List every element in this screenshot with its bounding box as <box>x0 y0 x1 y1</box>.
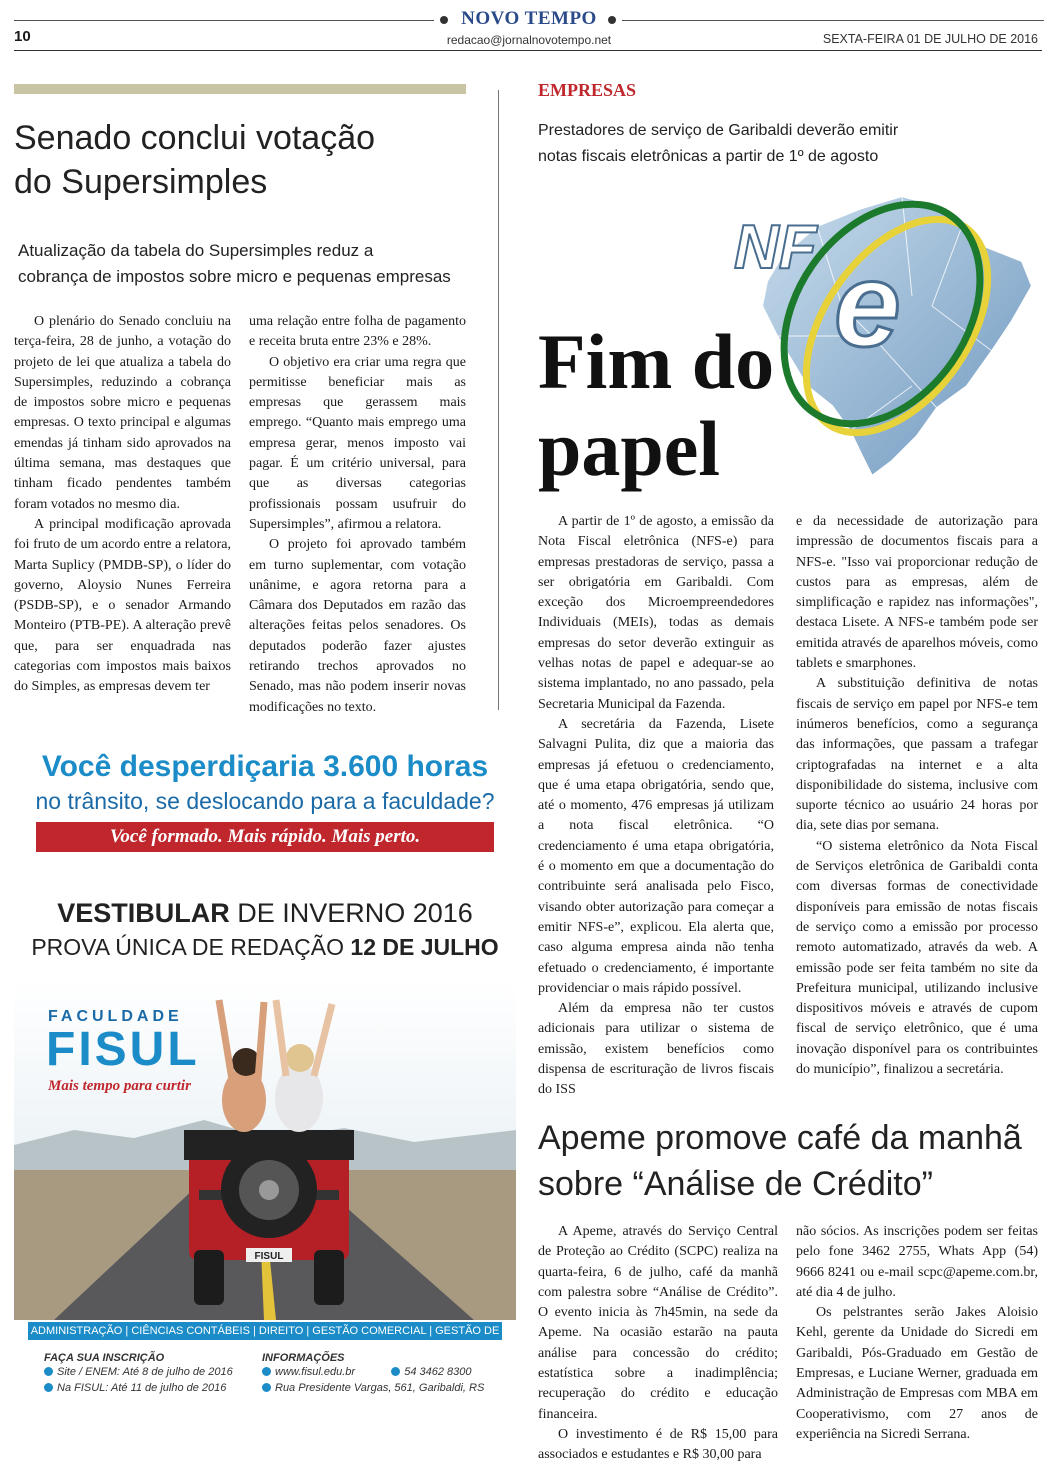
fisul-advertisement[interactable] <box>14 720 516 1433</box>
header-rule <box>14 50 1042 51</box>
paper-name: NOVO TEMPO <box>461 8 597 29</box>
paragraph: A Apeme, através do Serviço Central de Proteção ao Crédito (SCPC) realiza na quarta-feira, 6 de julho, café da manhã com palestra sobre “Análise de Crédito”. O evento inicia às 7h45min, na sede da Apeme. Na ocasião estarão na pauta análise para concessão do crédito; estatística sobre a inadimplência; recuperação do crédito e educação financeira. <box>538 1224 778 1422</box>
inscricao-site: Site / ENEM: Até 8 de julho de 2016 <box>57 1366 233 1378</box>
issue-date: SEXTA-FEIRA 01 DE JULHO DE 2016 <box>822 32 1038 46</box>
ad-courses: ADMINISTRAÇÃO | CIÊNCIAS CONTÁBEIS | DIREITO | GESTÃO COMERCIAL | GESTÃO DE RECURSOS HUMANOS <box>28 1322 502 1340</box>
ad-prova: PROVA ÚNICA DE REDAÇÃO 12 DE JULHO <box>31 934 499 960</box>
senado-column-2 <box>249 312 466 718</box>
paragraph: uma relação entre folha de pagamento e receita bruta entre 23% e 28%. <box>249 314 466 350</box>
senado-subtitle: Atualização da tabela do Supersimples reduz a cobrança de impostos sobre micro e pequenas empresas <box>18 241 451 286</box>
paragraph: A substituição definitiva de notas fiscais de serviço em papel por NFS-e tem inúmeros benefícios, como a segurança das informações, que passam a trafegar criptografadas na internet e a alta disponibilidade do sistema, inclusive com suporte técnico ao usuário 24 horas por dia, sete dias por semana. <box>796 676 1038 834</box>
senado-column-1 <box>14 312 231 698</box>
ad-fisul-logo: FISUL <box>46 1023 200 1076</box>
ad-faculdade: FACULDADE <box>48 1008 183 1025</box>
ad-slogan-band: Você formado. Mais rápido. Mais perto. <box>36 822 494 852</box>
ad-tagline: Mais tempo para curtir <box>48 1078 191 1094</box>
paragraph: O objetivo era criar uma regra que permitisse beneficiar mais as empresas que gerassem mais emprego. “Quanto mais emprego uma empresa gerar, menos imposto vai pagar. É um critério universal, para que as diversas categorias profissionais possam usufruir do Supersimples”, afirmou a relatora. <box>249 354 466 532</box>
page-number: 10 <box>14 28 31 45</box>
paragraph: O investimento é de R$ 15,00 para associados e estudantes e R$ 30,00 para <box>538 1426 778 1463</box>
info-title: INFORMAÇÕES <box>262 1352 345 1364</box>
paragraph: O plenário do Senado concluiu na terça-feira, 28 de junho, a votação do projeto de lei que atualiza a tabela do Supersimples, reduzindo a cobrança de impostos sobre micro e pequenas empresas. O texto principal e algumas emendas já tinham sido aprovados na última semana, mas destaques que tinham ficado pendentes também foram votados no mesmo dia. <box>14 314 231 512</box>
inscricao-fisul: Na FISUL: Até 11 de julho de 2016 <box>57 1382 227 1394</box>
nfse-headline: Fim do papel <box>538 318 775 492</box>
section-label: EMPRESAS <box>538 80 637 100</box>
senado-headline: Senado conclui votação do Supersimples <box>14 119 376 201</box>
masthead-rule-right <box>622 20 1044 21</box>
info-address: Rua Presidente Vargas, 561, Garibaldi, RS <box>275 1382 485 1394</box>
nfse-column-1 <box>538 512 774 1101</box>
paragraph: A principal modificação aprovada foi fruto de um acordo entre a relatora, Marta Suplicy (PMDB-SP), o líder do governo, Aloysio Nunes Ferreira (PSDB-SP), e o senador Armando Monteiro (PTB-PE). A alteração prevê que, para ser enquadrada nas categorias com impostos mais baixos do Simples, as empresas devem ter <box>14 516 231 695</box>
apeme-headline: Apeme promove café da manhã sobre “Análise de Crédito” <box>538 1119 1022 1203</box>
paragraph: Além da empresa não ter custos adicionais para utilizar o sistema de emissão, existem benefícios como dispensa de escrituração de livros fiscais do ISS <box>538 1001 774 1098</box>
paragraph: Os pelstrantes serão Jakes Aloisio Kehl, gerente da Unidade do Sicredi em Garibaldi, Pós-Graduado em Gestão de Empresas, e Luciane Werner, graduada em Administração de Empresas com MBA em Cooperativismo, com 27 anos de experiência na Sicredi Serrana. <box>796 1305 1038 1442</box>
column-divider <box>498 90 499 710</box>
paragraph: e da necessidade de autorização para impressão de documentos fiscais para a NFS-e. "Isso vai proporcionar redução de custos para as empresas, além de simplificação e rapidez nas informações", destaca Lisete. A NFS-e também pode ser emitida através de aparelhos móveis, como tablets e smarphones. <box>796 514 1038 672</box>
phone-icon <box>391 1367 400 1376</box>
info-phone: 54 3462 8300 <box>404 1366 472 1378</box>
check-icon <box>44 1367 53 1376</box>
nfse-column-2 <box>796 512 1038 1080</box>
ad-question: Você desperdiçaria 3.600 horas <box>41 750 489 783</box>
paragraph: “O sistema eletrônico da Nota Fiscal de Serviços eletrônica de Garibaldi conta com diversas formas de conectividade disponíveis para emissão de notas fiscais de serviço como a emissão por processo remoto automatizado, através da web. A emissão pode ser feita também no site da Prefeitura municipal, utilizando inclusive dispositivos móveis e através de cupom fiscal de serviço eletrônico, que é uma inovação disponível para os contribuintes do município”, finalizou a secretária. <box>796 838 1038 1078</box>
editorial-email: redacao@jornalnovotempo.net <box>446 33 612 47</box>
web-icon <box>262 1367 271 1376</box>
jeep-plate: FISUL <box>254 1251 284 1262</box>
ad-vestibular: VESTIBULAR DE INVERNO 2016 <box>57 898 473 928</box>
section-bar <box>14 84 466 94</box>
apeme-column-2 <box>796 1222 1038 1445</box>
e-logo-text: e <box>834 238 901 372</box>
nf-logo-text: NF <box>734 213 817 282</box>
paragraph: não sócios. As inscrições podem ser feitas pelo fone 3462 2755, Whats App (54) 9666 8241 ou e-mail scpc@apeme.com.br, até dia 4 de julho. <box>796 1224 1038 1300</box>
check-icon <box>44 1383 53 1392</box>
paragraph: A partir de 1º de agosto, a emissão da Nota Fiscal eletrônica (NFS-e) para empresas prestadoras de serviço, passa a ser obrigatória em Garibaldi. Com exceção dos Microempreendedores Individuais (MEIs), todas as demais empresas do setor deverão extinguir as velhas notas de papel e adequar-se ao sistema implantado, no ano passado, pela Secretaria Municipal da Fazenda. <box>538 514 774 712</box>
nfse-subtitle: Prestadores de serviço de Garibaldi deverão emitir notas fiscais eletrônicas a partir de 1º de agosto <box>538 122 899 165</box>
paragraph: A secretária da Fazenda, Lisete Salvagni Pulita, diz que a maioria das empresas já efetuou o credenciamento, que é uma etapa obrigatória, sendo que, até o momento, 476 empresas já utilizam a nota fiscal eletrônica. “O credenciamento é uma etapa obrigatória, é o momento em que a documentação do contribuinte será analisada pelo Fisco, visando obter autorização para começar a emitir NFS-e”, explicou. Ela alerta que, caso alguma empresa ainda não tenha efetuado o credenciamento, é importante providenciar o mais rápido possível. <box>538 716 774 996</box>
apeme-column-1 <box>538 1222 778 1466</box>
masthead-dot-right <box>608 16 616 24</box>
location-icon <box>262 1383 271 1392</box>
ad-footer <box>14 1348 516 1433</box>
info-site[interactable]: www.fisul.edu.br <box>275 1366 356 1378</box>
ad-question-line2: no trânsito, se deslocando para a faculdade? <box>35 788 495 814</box>
paragraph: O projeto foi aprovado também em turno suplementar, com votação unânime, e agora retorna para a Câmara dos Deputados em razão das alterações feitas pelos senadores. Os deputados poderão fazer ajustes retirando trechos aprovados no Senado, mas não podem inserir novas modificações no texto. <box>249 537 466 715</box>
inscricao-title: FAÇA SUA INSCRIÇÃO <box>44 1352 165 1364</box>
